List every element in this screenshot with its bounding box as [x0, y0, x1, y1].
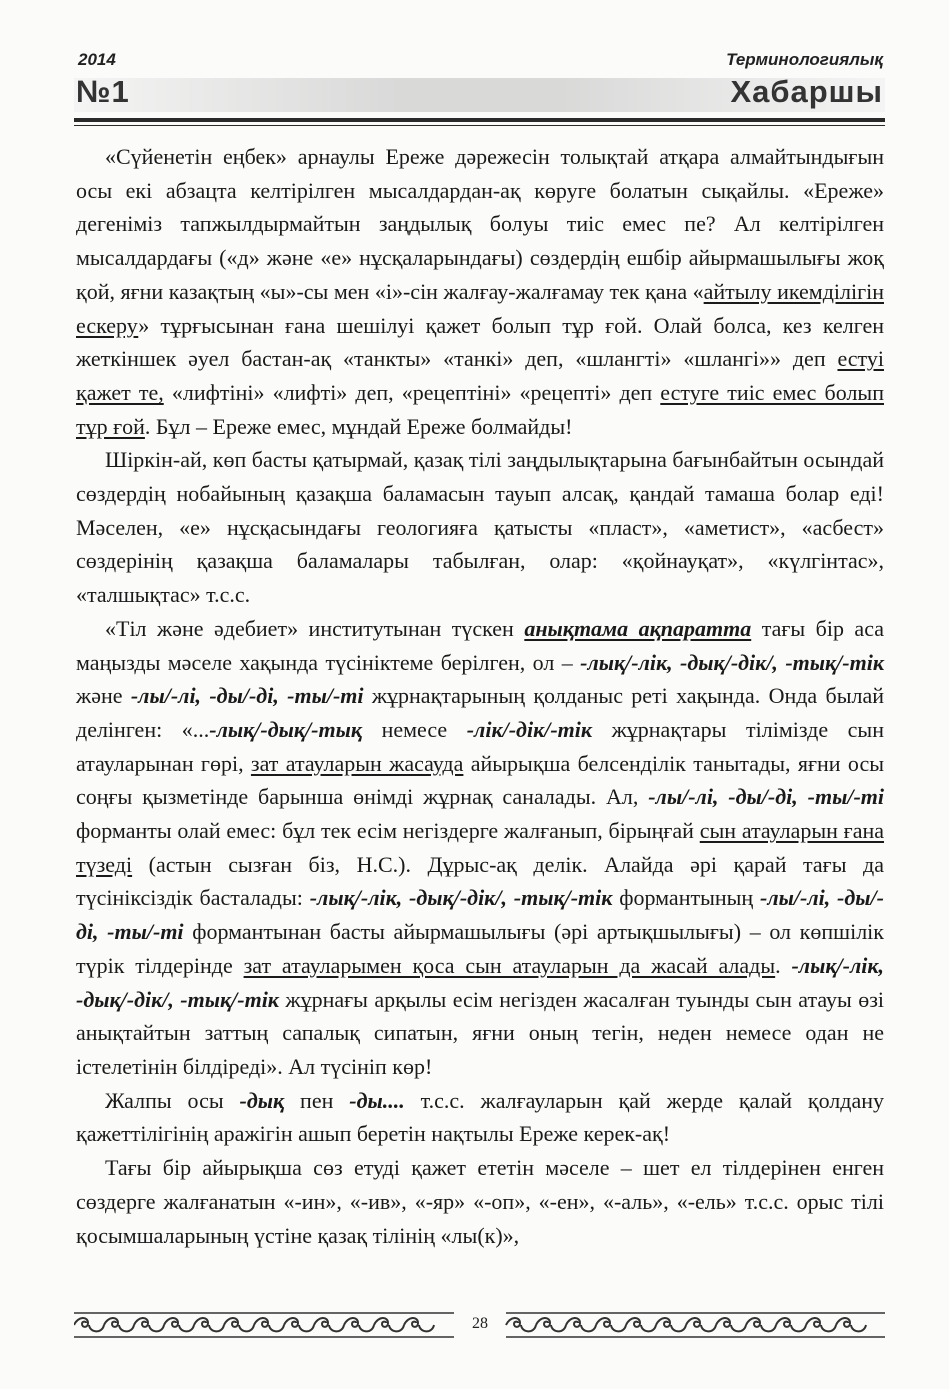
text-run: пен [284, 1087, 350, 1113]
wave-scroll [776, 1318, 806, 1331]
wave-scroll [626, 1318, 656, 1331]
header-rule-thick [74, 118, 885, 122]
wave-scroll [536, 1318, 566, 1331]
text-run: (астын сызған біз, Н.С.). Дұрыс-ақ делік. Алайда әрі қарай тағы да түсініксіздік басталады: [76, 851, 884, 911]
paragraph [76, 443, 884, 612]
text-run: т.с.с. жалғауларын қай жерде қалай қолдану қажеттілігінің аражігін ашып беретін нақтылы Ереже керек-ақ! [76, 1087, 885, 1147]
wave-scroll [716, 1318, 746, 1331]
text-run: » тұрғысынан ғана шешілуі қажет болып тұр ғой. Олай болса, кез келген жеткіншек әуел бастан-ақ «танкты» «танкі» деп, «шлангті» «шлангі»» деп [76, 312, 884, 372]
text-run: жұрнақтары тілімізде сын атауларынан гөрі, [76, 716, 884, 776]
wave-scroll [134, 1318, 164, 1331]
wave-scroll [314, 1318, 344, 1331]
wave-scroll [596, 1318, 626, 1331]
wave-scroll [74, 1318, 104, 1331]
text-run: және [76, 683, 131, 709]
text-run: формантынан басты айырмашылығы (әрі артықшылығы) – ол көпшілік түрік тілдерінде [76, 919, 884, 978]
emphasis-run: -лы/-лі, -ды/-ді, -ты/-ті [648, 784, 884, 810]
wave-scroll [836, 1318, 866, 1331]
wave-scroll [374, 1318, 404, 1331]
emphasis-run: -дық [239, 1087, 285, 1113]
underlined-run: естуі қажет те, [76, 346, 884, 405]
wave-scroll [686, 1318, 716, 1331]
wave-scroll [194, 1318, 224, 1331]
text-run: немесе [362, 716, 467, 742]
wave-scroll [344, 1318, 374, 1331]
text-run: . [775, 952, 792, 978]
wave-scroll [806, 1318, 836, 1331]
underlined-run: естуге тиіс емес болып тұр ғой [76, 379, 884, 439]
text-run: . Бұл – Ереже емес, мұндай Ереже болмайды! [144, 413, 573, 439]
emphasis-run: -ды.... [349, 1087, 405, 1113]
emphasis-run: -лық/-лік, -дық/-дік/, -тық/-тік [309, 885, 613, 911]
wave-scroll [506, 1318, 536, 1331]
text-run: «Тіл және әдебиет» институтынан түскен [105, 615, 525, 641]
header-year: 2014 [78, 50, 116, 69]
header-journal-title: Хабаршы [730, 74, 883, 109]
text-run: форманты олай емес: бұл тек есім негіздерге жалғанып, бірыңғай [76, 818, 700, 844]
wave-scroll [224, 1318, 254, 1331]
text-run: Шіркін-ай, көп басты қатырмай, қазақ тілі заңдылықтарына бағынбайтын осындай сөздердің нобайының қазақша баламасын тауып алсақ, қандай тамаша болар еді! Мәселен, «е» нұсқасындағы геологияға қатысты «пласт», «аметист», «асбест» сөздерінің қазақша баламалары табылған, олар: «қойнауқат», «күлгінтас», «талшықтас» т.с.с. [76, 447, 884, 608]
underlined-run: зат атауларымен қоса сын атауларын да жасай алады [243, 952, 776, 978]
header-rule-thin [74, 125, 885, 126]
text-run: Жалпы осы [105, 1087, 240, 1113]
article-body [76, 140, 884, 1252]
text-run: айырықша белсенділік танытады, яғни осы соңғы қызметінде барынша өнімді жұрнақ саналады. Ал, [76, 750, 885, 810]
paragraph [76, 1084, 884, 1151]
wave-scroll [404, 1318, 434, 1331]
text-run: жұрнағы арқылы есім негізден жасалған туынды сын атауы өзі анықтайтын заттың сапалық сипатын, яғни оның тегін, неден немесе одан не істелетінін білдіреді». Ал түсініп көр! [76, 986, 884, 1079]
paragraph [76, 140, 884, 443]
page-footer [74, 1309, 885, 1341]
wave-scroll [284, 1318, 314, 1331]
paragraph [76, 612, 884, 1084]
wave-scroll [164, 1318, 194, 1331]
emphasis-run: -лы/-лі, -ды/-ді, -ты/-ті [76, 885, 884, 945]
page-number: 28 [457, 1315, 503, 1333]
wave-scroll [566, 1318, 596, 1331]
header-issue-number: №1 [76, 74, 130, 109]
wave-scroll [656, 1318, 686, 1331]
text-run: «Сүйенетін еңбек» арнаулы Ереже дәрежесін толықтай атқара алмайтындығын осы екі абзацта келтірілген мысалдардан-ақ көруге болатын сықайлы. «Ереже» дегеніміз тапжылдырмайтын заңдылық болуы тиіс емес пе? Ал келтірілген мысалдардағы («д» және «е» нұсқаларындағы) сөздердің ешбір айырмашылығы жоқ қой, яғни казақтың «ы»-сы мен «і»-сін жалғау-жалғамау тек қана « [76, 144, 884, 304]
emphasis-run: -лық/-лік, -дық/-дік/, -тық/-тік [76, 952, 885, 1012]
text-run: тағы бір аса маңызды мәселе хақында түсініктеме берілген, ол – [76, 615, 884, 675]
underlined-run: айтылу икемділігін ескеру [76, 278, 884, 338]
underlined-run: зат атауларын жасауда [250, 750, 464, 776]
emphasis-run: -лық/-дық/-тық [209, 716, 363, 742]
wave-scroll [746, 1318, 776, 1331]
emphasis-run: -лық/-лік, -дық/-дік/, -тық/-тік [580, 649, 884, 675]
wave-scroll [254, 1318, 284, 1331]
paragraph [76, 1151, 884, 1252]
text-run: «лифтіні» «лифті» деп, «рецептіні» «рецепті» деп [163, 379, 661, 405]
emphasis-run: -лы/-лі, -ды/-ді, -ты/-ті [130, 683, 364, 709]
text-run: Тағы бір айырықша сөз етуді қажет ететін мәселе – шет ел тілдерінен енген сөздерге жалғанатын «-ин», «-ив», «-яр» «-оп», «-ен», «-аль», «-ель» т.с.с. орыс тілі қосымшаларының үстіне қазақ тілінің «лы(к)», [76, 1155, 884, 1248]
emphasis-run: анықтама ақпаратта [524, 615, 752, 641]
text-run: жұрнақтарының қолданыс реті хақында. Онда былай делінген: «... [76, 683, 884, 742]
text-run: формантының [612, 885, 761, 911]
emphasis-run: -лік/-дік/-тік [466, 716, 593, 742]
underlined-run: сын атауларын ғана түзеді [76, 818, 885, 877]
header-journal-top: Терминологиялық [726, 50, 883, 69]
wave-scroll [104, 1318, 134, 1331]
